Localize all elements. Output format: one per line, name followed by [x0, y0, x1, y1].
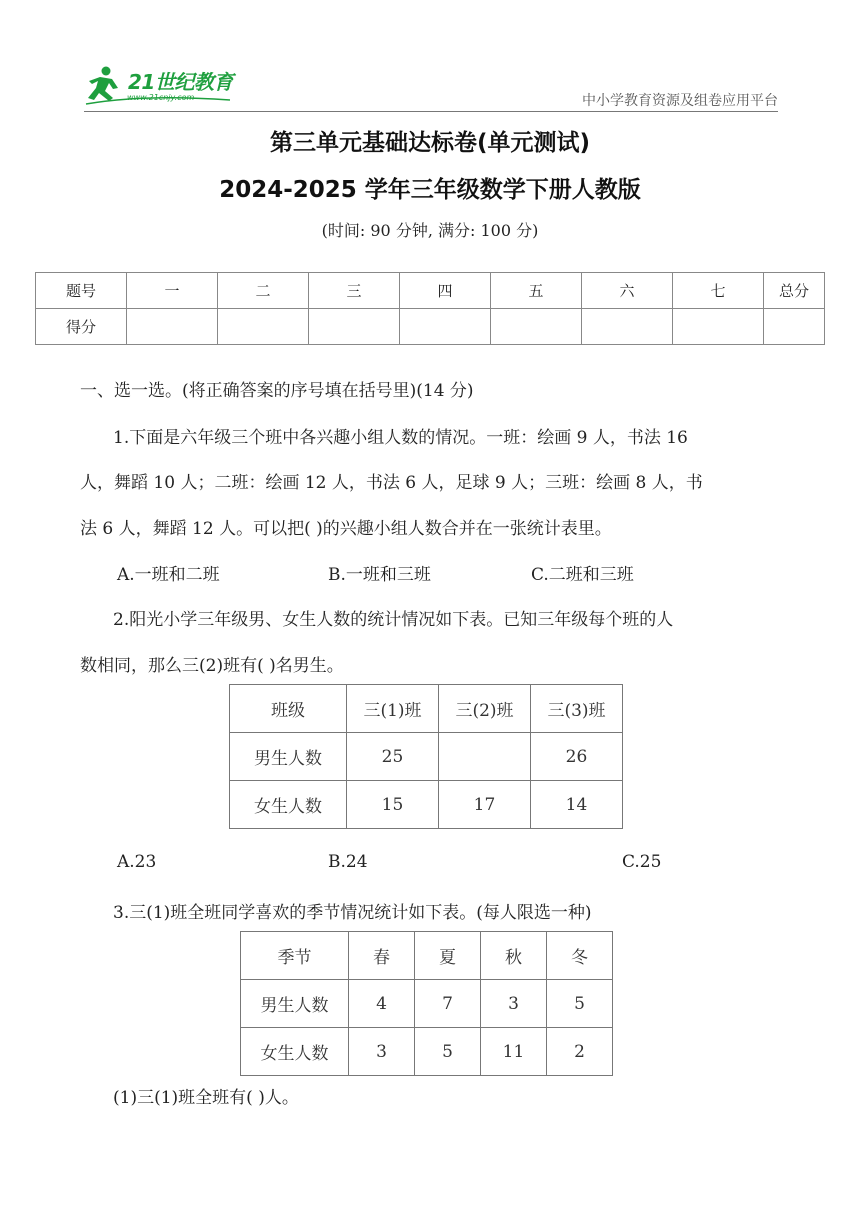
exam-title: 第三单元基础达标卷(单元测试): [269, 130, 591, 156]
table-row: [230, 733, 623, 781]
table-header-row: [241, 932, 613, 980]
score-cell: [764, 309, 825, 345]
question-3-sub-1: (1)三(1)班全班有( )人。: [113, 1088, 299, 1108]
score-cell: [582, 309, 673, 345]
table-cell: 男生人数: [241, 980, 349, 1028]
table-row: [230, 781, 623, 829]
score-header-cell: 总分: [764, 273, 825, 309]
table-header-row: [230, 685, 623, 733]
exam-time-score: (时间: 90 分钟, 满分: 100 分): [321, 221, 539, 240]
question-1-option-a: A.一班和二班: [117, 565, 220, 585]
table-header-cell: 班级: [230, 685, 347, 733]
table-header-cell: 三(2)班: [439, 685, 531, 733]
table-cell: 15: [347, 781, 439, 829]
table-cell: 4: [349, 980, 415, 1028]
table-row: [241, 1028, 613, 1076]
table-cell: 11: [481, 1028, 547, 1076]
section-heading: 一、选一选。(将正确答案的序号填在括号里)(14 分): [80, 381, 474, 401]
page-header: [0, 0, 860, 115]
score-header-cell: 四: [400, 273, 491, 309]
question-2-option-c: C.25: [622, 852, 662, 872]
question-3-text: 3.三(1)班全班同学喜欢的季节情况统计如下表。(每人限选一种): [113, 903, 592, 923]
score-header-cell: 七: [673, 273, 764, 309]
table-header-cell: 冬: [547, 932, 613, 980]
score-header-cell: 一: [127, 273, 218, 309]
logo-url: www.21cnjy.com: [127, 93, 195, 102]
table-cell: 女生人数: [241, 1028, 349, 1076]
logo-text: 21世纪教育: [128, 70, 233, 94]
score-cell: [309, 309, 400, 345]
question-1-text: 1.下面是六年级三个班中各兴趣小组人数的情况。一班：绘画 9 人，书法 16: [113, 428, 688, 448]
score-cell: [673, 309, 764, 345]
score-table-score-row: [36, 309, 825, 345]
table-cell: 3: [349, 1028, 415, 1076]
score-cell: [218, 309, 309, 345]
table-cell: 14: [531, 781, 623, 829]
table-header-cell: 秋: [481, 932, 547, 980]
table-cell: [439, 733, 531, 781]
table-cell: 5: [547, 980, 613, 1028]
question-1-text: 人，舞蹈 10 人；二班：绘画 12 人，书法 6 人，足球 9 人；三班：绘画 8 人，书: [80, 473, 703, 493]
table-header-cell: 夏: [415, 932, 481, 980]
score-header-cell: 六: [582, 273, 673, 309]
table-cell: 3: [481, 980, 547, 1028]
table-cell: 25: [347, 733, 439, 781]
table-cell: 17: [439, 781, 531, 829]
score-header-cell: 三: [309, 273, 400, 309]
score-cell: [400, 309, 491, 345]
season-preference-table: [240, 931, 613, 1076]
score-table: [35, 272, 825, 345]
table-cell: 26: [531, 733, 623, 781]
table-cell: 5: [415, 1028, 481, 1076]
question-1-option-b: B.一班和三班: [328, 565, 431, 585]
score-header-cell: 题号: [36, 273, 127, 309]
question-2-text: 数相同，那么三(2)班有( )名男生。: [80, 656, 344, 676]
question-1-option-c: C.二班和三班: [531, 565, 634, 585]
question-2-text: 2.阳光小学三年级男、女生人数的统计情况如下表。已知三年级每个班的人: [113, 610, 674, 630]
score-cell: [491, 309, 582, 345]
exam-subtitle-grade: 2024-2025 学年三年级数学下册人教版: [219, 177, 641, 203]
table-header-cell: 三(3)班: [531, 685, 623, 733]
question-2-option-a: A.23: [117, 852, 157, 872]
table-header-cell: 三(1)班: [347, 685, 439, 733]
score-row-label: 得分: [36, 309, 127, 345]
class-gender-table: [229, 684, 623, 829]
table-cell: 7: [415, 980, 481, 1028]
table-header-cell: 春: [349, 932, 415, 980]
platform-tagline: 中小学教育资源及组卷应用平台: [582, 93, 778, 109]
score-header-cell: 二: [218, 273, 309, 309]
table-cell: 女生人数: [230, 781, 347, 829]
table-cell: 2: [547, 1028, 613, 1076]
question-1-text: 法 6 人，舞蹈 12 人。可以把( )的兴趣小组人数合并在一张统计表里。: [80, 519, 612, 539]
header-divider: [84, 111, 778, 112]
score-table-header-row: [36, 273, 825, 309]
table-header-cell: 季节: [241, 932, 349, 980]
score-header-cell: 五: [491, 273, 582, 309]
table-cell: 男生人数: [230, 733, 347, 781]
question-2-option-b: B.24: [328, 852, 368, 872]
score-cell: [127, 309, 218, 345]
table-row: [241, 980, 613, 1028]
